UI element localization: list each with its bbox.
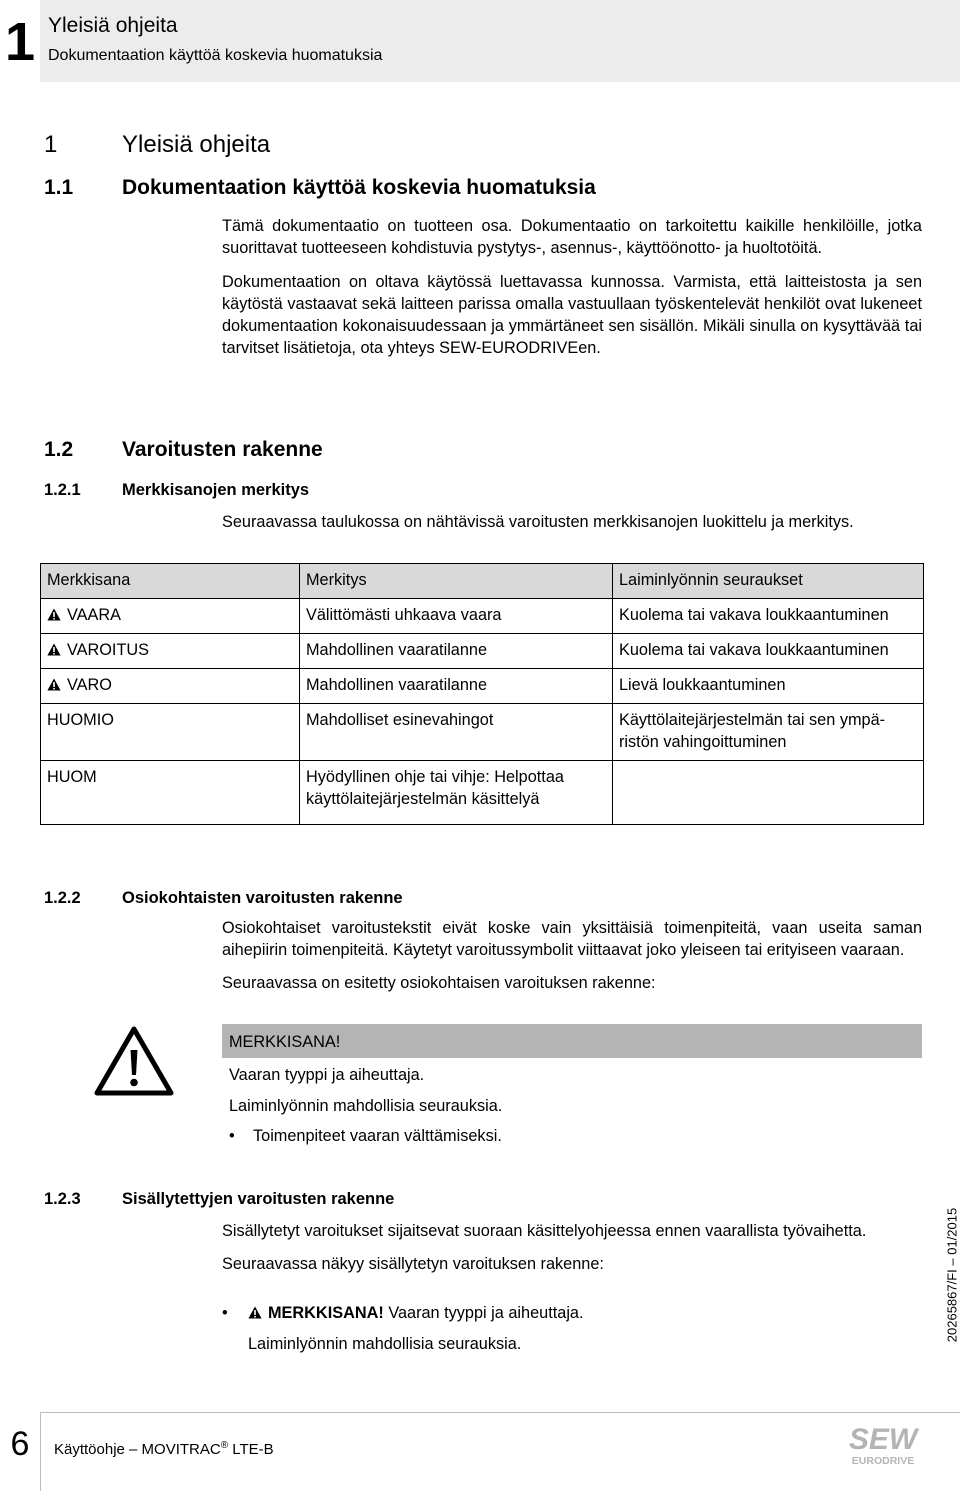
signal-word-table — [40, 563, 924, 825]
section-number: 1.2.2 — [44, 889, 81, 907]
embedded-consequence-line: Laiminlyönnin mahdollisia seurauksia. — [248, 1335, 522, 1353]
section-title: Varoitusten rakenne — [122, 438, 323, 461]
warning-triangle-icon — [47, 678, 61, 691]
section-title: Sisällytettyjen varoitusten rakenne — [122, 1190, 395, 1208]
paragraph: Seuraavassa on esitetty osiokohtaisen varoituksen rakenne: — [222, 974, 656, 992]
table-header-row — [41, 564, 924, 599]
meaning-cell: Mahdollinen vaaratilanne — [300, 634, 613, 669]
paragraph: Osiokohtaiset varoitustekstit eivät koske vain yksittäisiä toimenpiteitä, vaan useita saman aihepiirin toimenpiteitä. Käytetyt varoitussymbolit viittaavat joko yleiseen tai erityiseen vaaraan. — [222, 919, 922, 959]
section-number: 1.2 — [44, 438, 74, 461]
logo-text-top: SEW — [848, 1423, 918, 1456]
signal-word-cell — [41, 669, 300, 704]
consequence-cell: Kuolema tai vakava loukkaantuminen — [613, 599, 924, 634]
paragraph: Sisällytetyt varoitukset sijaitsevat suoraan käsittelyohjeessa ennen vaarallista työvaihetta. — [222, 1222, 867, 1240]
signal-word-cell — [41, 599, 300, 634]
section-number: 1.2.1 — [44, 481, 81, 499]
document-code-text: 20265867/FI – 01/2015 — [944, 1207, 960, 1343]
paragraph: Dokumentaation on oltava käytössä luettavassa kunnossa. Varmista, että laitteistosta ja sen käytöstä vastaavat sekä laitteen parissa omalla vastuullaan työskentelevät henkilöt ovat lukeneet dokumentaation kokonaisuudessaan ja ymmärtäneet sen sisällön. Mikäli sinulla on kysyttävää tai tarvitset lisätietoja, ota yhteys SEW-EURODRIVEen. — [222, 273, 922, 357]
warning-hazard-line: Vaaran tyyppi ja aiheuttaja. — [229, 1066, 425, 1084]
warning-signal-word: MERKKISANA! — [229, 1033, 341, 1051]
footer-divider — [40, 1412, 960, 1413]
warning-triangle-icon — [248, 1306, 262, 1319]
chapter-number: 1 — [4, 12, 36, 72]
table-header-cell: Merkkisana — [41, 564, 300, 599]
consequence-cell: Käyttölaitejärjestelmän tai sen ympäristön vahingoittuminen — [613, 704, 924, 761]
document-code — [940, 1195, 960, 1355]
section-title: Dokumentaation käyttöä koskevia huomatuksia — [122, 176, 596, 199]
section-1-2-1-intro: Seuraavassa taulukossa on nähtävissä varoitusten merkkisanojen luokittelu ja merkitys. — [222, 513, 854, 531]
warning-consequence-line: Laiminlyönnin mahdollisia seurauksia. — [229, 1097, 503, 1115]
table-row — [41, 634, 924, 669]
table-row — [41, 761, 924, 825]
registered-mark: ® — [220, 1440, 229, 1451]
warning-measure-text: Toimenpiteet vaaran välttämiseksi. — [253, 1127, 502, 1145]
footer-document-title — [54, 1436, 274, 1460]
meaning-cell: Mahdollinen vaaratilanne — [300, 669, 613, 704]
doc-model: LTE-B — [228, 1441, 274, 1458]
table-row — [41, 599, 924, 634]
footer-divider-vertical — [40, 1412, 41, 1491]
section-number: 1.1 — [44, 176, 74, 199]
bullet-icon: • — [222, 1304, 228, 1322]
page-number: 6 — [10, 1425, 30, 1463]
table-row — [41, 669, 924, 704]
section-1-2-3-body — [222, 1220, 922, 1275]
signal-word: VAROITUS — [67, 641, 150, 659]
table-header-cell: Merkitys — [300, 564, 613, 599]
embedded-signal-word: MERKKISANA! — [268, 1304, 384, 1322]
table-header-cell: Laiminlyönnin seuraukset — [613, 564, 924, 599]
warning-triangle-icon — [94, 1026, 174, 1096]
doc-name: Käyttöohje – MOVITRAC — [54, 1441, 221, 1458]
section-title: Osiokohtaisten varoitusten rakenne — [122, 889, 403, 907]
consequence-cell: Lievä loukkaantuminen — [613, 669, 924, 704]
embedded-hazard-text: Vaaran tyyppi ja aiheuttaja. — [388, 1304, 584, 1322]
paragraph: Tämä dokumentaatio on tuotteen osa. Dokumentaatio on tarkoitettu kaikille henkilöille, jotka suorittavat tuotteeseen kohdistuvia pystytys-, asennus-, käyttöönotto- ja huoltotöitä. — [222, 217, 922, 257]
signal-word: VARO — [67, 676, 112, 694]
logo-text-bottom: EURODRIVE — [851, 1455, 915, 1467]
meaning-cell: Hyödyllinen ohje tai vihje: Helpottaa käyttölaitejärjestelmän käsittelyä — [300, 761, 613, 825]
section-number: 1.2.3 — [44, 1190, 81, 1208]
header-title: Yleisiä ohjeita — [48, 14, 178, 37]
table-row — [41, 704, 924, 761]
meaning-cell: Välittömästi uhkaava vaara — [300, 599, 613, 634]
signal-word: VAARA — [67, 606, 121, 624]
section-title: Yleisiä ohjeita — [122, 131, 271, 158]
signal-word-cell: HUOMIO — [41, 704, 300, 761]
warning-bullet-item — [229, 1125, 502, 1147]
warning-triangle-icon — [47, 643, 61, 656]
bullet-icon: • — [229, 1127, 235, 1145]
embedded-warning-bullet — [222, 1302, 584, 1324]
signal-word-cell — [41, 634, 300, 669]
section-number: 1 — [44, 131, 58, 158]
paragraph: Seuraavassa näkyy sisällytetyn varoituksen rakenne: — [222, 1255, 604, 1273]
header-subtitle: Dokumentaation käyttöä koskevia huomatuksia — [48, 47, 383, 64]
consequence-cell: Kuolema tai vakava loukkaantuminen — [613, 634, 924, 669]
section-title: Merkkisanojen merkitys — [122, 481, 310, 499]
section-1-2-2-body — [222, 917, 922, 994]
warning-triangle-icon — [47, 608, 61, 621]
header-band — [40, 0, 960, 82]
meaning-cell: Mahdolliset esinevahingot — [300, 704, 613, 761]
signal-word-cell: HUOM — [41, 761, 300, 825]
sew-eurodrive-logo — [842, 1422, 924, 1468]
consequence-cell — [613, 761, 924, 825]
section-1-1-body — [222, 215, 922, 359]
